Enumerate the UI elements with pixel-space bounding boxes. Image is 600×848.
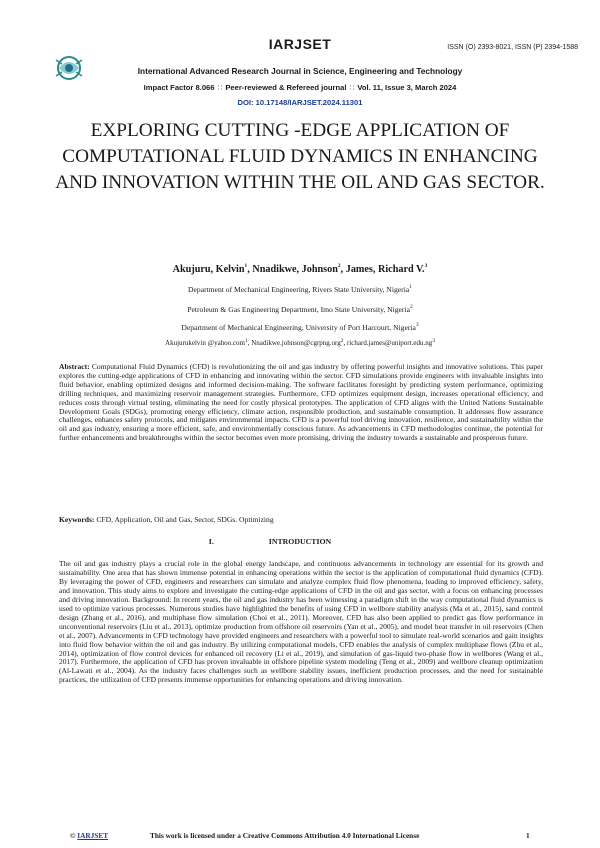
affiliation <box>0 305 600 314</box>
email-superscript: 2 <box>340 338 344 344</box>
impact-factor: Impact Factor 8.066 <box>143 83 215 92</box>
keywords-label: Keywords: <box>59 515 95 524</box>
paper-title: EXPLORING CUTTING -EDGE APPLICATION OF COMPUTATIONAL FLUID DYNAMICS IN ENHANCING AND INNOVATION WITHIN THE OIL AND GAS SECTOR. <box>55 120 545 193</box>
email-link[interactable]: Akujurukelvin @yahoo.com <box>165 339 245 347</box>
email-list <box>0 339 600 347</box>
abstract-text: Computational Fluid Dynamics (CFD) is revolutionizing the oil and gas industry by offering powerful insights and innovative solutions. This paper explores the cutting-edge applications of CFD in enhancing and innovating within the sector. CFD simulations provide engineers with invaluable insights into fluid behavior, enabling optimized designs and informed decision-making. The software facilitates foresight by predicting system performance, optimizing drilling techniques, and maximizing reservoir management strategies. Furthermore, CFD optimizes equipment design, increases operational efficiency, and reduces costs through virtual testing, eliminating the need for costly physical prototypes. The application of CFD aligns with the United Nations Sustainable Development Goals (SDGs), promoting energy efficiency, climate action, responsible production, and sustainable consumption. It addresses flow assurance challenges, enhances safety protocols, and mitigates environmental impacts. CFD is a powerful tool driving innovation, resilience, and sustainability within the oil and gas industry, ensuring a more efficient, safe, and environmentally conscious future. As advancements in CFD methodologies continue, the potential for further enhancements and breakthroughs within the sector becomes even more promising, driving the industry towards a sustainable and prosperous future. <box>59 362 544 443</box>
doi-link[interactable]: DOI: 10.17148/IARJSET.2024.11301 <box>237 98 363 107</box>
email-superscript: 3 <box>432 338 435 344</box>
abstract-label: Abstract: <box>59 362 90 371</box>
author-name: James, Richard V. <box>345 264 425 275</box>
affiliation-superscript: 3 <box>415 322 419 328</box>
journal-name: IARJSET <box>268 36 332 52</box>
license-text: This work is licensed under a Creative Commons Attribution 4.0 International License <box>150 831 420 840</box>
email-superscript: 1 <box>244 338 248 344</box>
section-number: I. <box>208 537 214 546</box>
body-paragraph: The oil and gas industry plays a crucial role in the global energy landscape, and continuous advancements in technology are essential for its growth and sustainability. One area that has shown immense potential in enhancing operations within the sector is the application of computational fluid dynamics (CFD). By leveraging the power of CFD, engineers and researchers can simulate and analyze complex fluid flow phenomena, leading to improved efficiency, safety, and innovation. This study aims to explore and investigate the cutting-edge applications of CFD in the oil and gas sector, with a focus on enhancing processes and driving innovation. Background: In recent years, the oil and gas industry has been witnessing a paradigm shift in the way computational fluid dynamics is used to optimize various processes. Numerous studies have highlighted the benefits of using CFD in wellbore stability analysis (Ma et al., 2015), sand control design (Zhang et al., 2016), and multiphase flow simulation (Choi et al., 2011). Moreover, CFD has also been applied to predict gas flow performance in unconventional reservoirs (Liu et al., 2013), optimize production from offshore oil reservoirs (Yan et al., 2005), and model heat transfer in oil reservoirs (Chen et al., 2007). Advancements in CFD technology have provided engineers and researchers with a powerful tool to simulate real-world scenarios and gain insights into fluid flow behavior within the oil and gas industry. By utilizing computational models, CFD enables the analysis of complex multiphase flows (Zhu et al., 2014), optimization of flow control devices for enhanced oil recovery (Li et al., 2019), and simulation of gas-liquid two-phase flow in wellbores (Wang et al., 2017). Furthermore, the application of CFD has proven invaluable in offshore pipeline system modeling (Teng et al., 2009) and wellbore cleanup optimization (Al-Lawati et al., 2004). As the industry faces challenges such as wellbore stability issues, inefficient production processes, and the need for sustainable practices, the utilization of CFD presents immense opportunities for enhancing operations and driving innovation. <box>59 559 543 685</box>
affiliation-superscript: 1 <box>409 284 412 290</box>
footer-copyright <box>70 831 108 840</box>
keywords-text: CFD, Application, Oil and Gas, Sector, SDGs. Optimizing <box>96 515 274 524</box>
author-superscript: 2 <box>337 263 341 269</box>
comma: , <box>343 339 348 347</box>
separator: ∷ <box>349 83 355 92</box>
affiliation-text: Petroleum & Gas Engineering Department, Imo State University, Nigeria <box>187 305 410 314</box>
abstract <box>59 363 543 443</box>
separator: ∷ <box>217 83 223 92</box>
volume-issue: Vol. 11, Issue 3, March 2024 <box>357 83 457 92</box>
issn: ISSN (O) 2393-8021, ISSN (P) 2394-1588 <box>447 44 578 51</box>
copyright-symbol: © <box>70 831 76 840</box>
impact-line <box>0 83 600 92</box>
email-link[interactable]: Nnadikwe.johnson@cgrpng.org <box>251 339 341 347</box>
affiliation-superscript: 2 <box>409 304 413 310</box>
journal-full-name: International Advanced Research Journal in Science, Engineering and Technology <box>137 66 463 76</box>
keywords <box>59 515 543 524</box>
section-title: INTRODUCTION <box>268 537 332 546</box>
comma: , <box>340 264 346 275</box>
email-link[interactable]: richard.james@uniport.edu.ng <box>347 339 433 347</box>
page-number: 1 <box>526 831 530 840</box>
author-name: Akujuru, Kelvin <box>172 264 245 275</box>
affiliation-text: Department of Mechanical Engineering, Rivers State University, Nigeria <box>188 285 410 294</box>
comma: , <box>247 339 252 347</box>
author-superscript: 1 <box>244 263 248 269</box>
affiliation <box>0 285 600 294</box>
affiliation-text: Department of Mechanical Engineering, University of Port Harcourt, Nigeria <box>181 323 416 332</box>
section-heading <box>0 537 600 546</box>
publisher-link[interactable]: IARJSET <box>77 831 109 840</box>
author-name: Nnadikwe, Johnson <box>252 264 338 275</box>
affiliation <box>0 323 600 332</box>
comma: , <box>247 264 253 275</box>
peer-reviewed: Peer-reviewed & Refereed journal <box>225 83 347 92</box>
author-superscript: 3 <box>424 263 428 269</box>
author-list <box>0 264 600 275</box>
